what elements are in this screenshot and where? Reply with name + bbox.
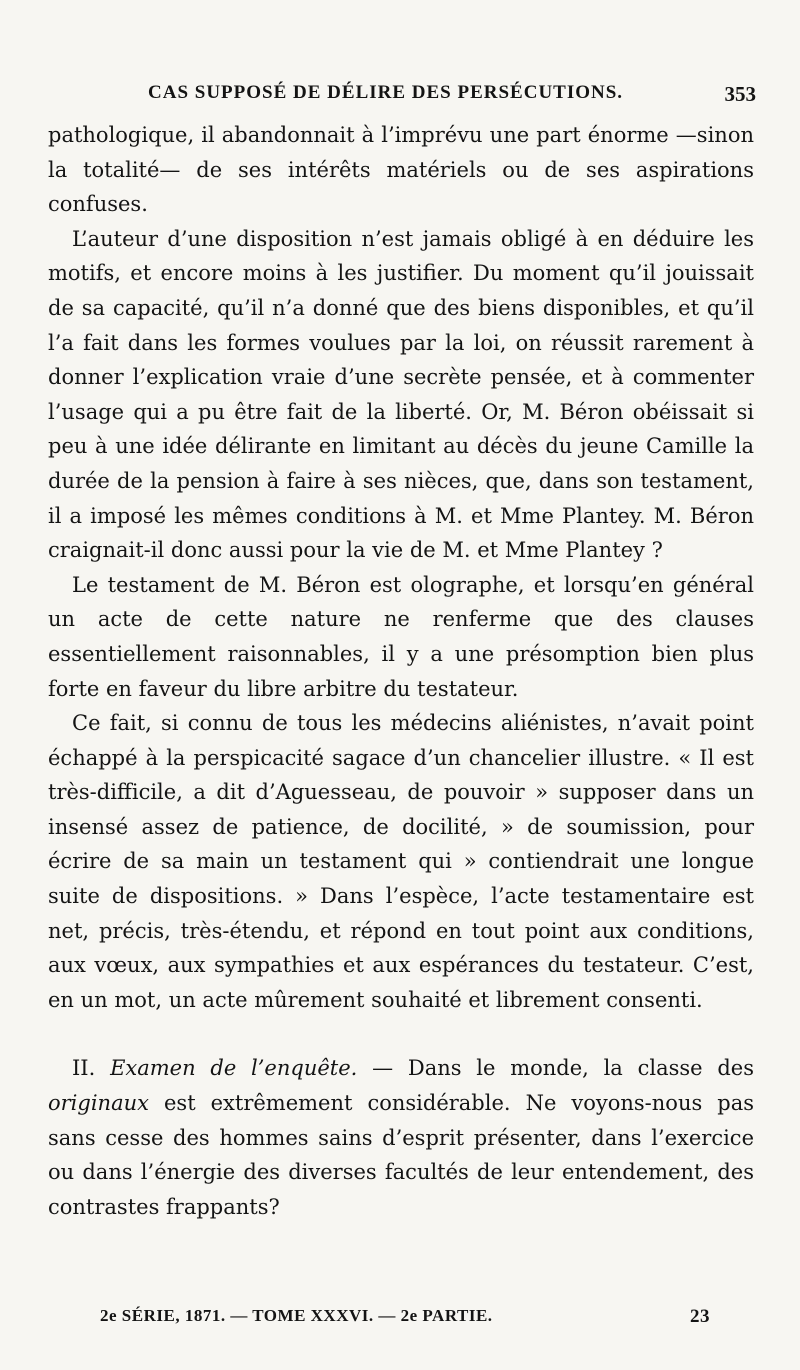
section-number: II. (72, 1056, 96, 1081)
section-text: — Dans le monde, la classe des (357, 1056, 754, 1081)
paragraph: Ce fait, si connu de tous les médecins aliénistes, n’avait point échappé à la perspicacité sagace d’un chancelier illustre. « Il est très-difficile, a dit d’Aguesseau, de pouvoir » supposer dans un insensé assez de patience, de docilité, » de soumission, pour écrire de sa main un testament qui » contiendrait une longue suite de dispositions. » Dans l’espèce, l’acte testamentaire est net, précis, très-étendu, et répond en tout point aux conditions, aux vœux, aux sympathies et aux espérances du testateur. C’est, en un mot, un acte mûrement souhaité et librement consenti. (48, 711, 754, 1012)
body-text (48, 118, 754, 1224)
section-title: Examen de l’enquête. (110, 1056, 358, 1081)
page-number: 353 (724, 82, 756, 106)
sheet-number: 23 (690, 1306, 710, 1327)
running-head (48, 82, 756, 112)
section-italic-term: originaux (48, 1091, 149, 1116)
signature-line: 2e SÉRIE, 1871. — TOME XXXVI. — 2e PARTIE. (100, 1306, 493, 1325)
paragraph: L’auteur d’une disposition n’est jamais obligé à en déduire les motifs, et encore moins à les justifier. Du moment qu’il jouissait de sa capacité, qu’il n’a donné que des biens disponibles, et qu’il l’a fait dans les formes voulues par la loi, on réussit rarement à donner l’explication vraie d’une secrète pensée, et à commenter l’usage qui a pu être fait de la liberté. Or, M. Béron obéissait si peu à une idée délirante en limitant au décès du jeune Camille la durée de la pension à faire à ses nièces, que, dans son testament, il a imposé les mêmes conditions à M. et Mme Plantey. M. Béron craignait-il donc aussi pour la vie de M. et Mme Plantey ? (48, 226, 754, 563)
paragraph-continued: pathologique, il abandonnait à l’imprévu une part énorme —sinon la totalité— de ses intérêts matériels ou de ses aspirations confuses. (48, 123, 754, 217)
running-head-title: CAS SUPPOSÉ DE DÉLIRE DES PERSÉCUTIONS. (148, 82, 624, 103)
section-text: est extrêmement considérable. Ne voyons-nous pas sans cesse des hommes sains d’esprit présenter, dans l’exercice ou dans l’énergie des diverses facultés de leur entendement, des contrastes frappants? (48, 1091, 754, 1219)
paragraph: Le testament de M. Béron est olographe, et lorsqu’en général un acte de cette nature ne renferme que des clauses essentiellement raisonnables, il y a une présomption bien plus forte en faveur du libre arbitre du testateur. (48, 572, 754, 701)
page-footer (100, 1306, 710, 1336)
section-paragraph (48, 1051, 754, 1224)
